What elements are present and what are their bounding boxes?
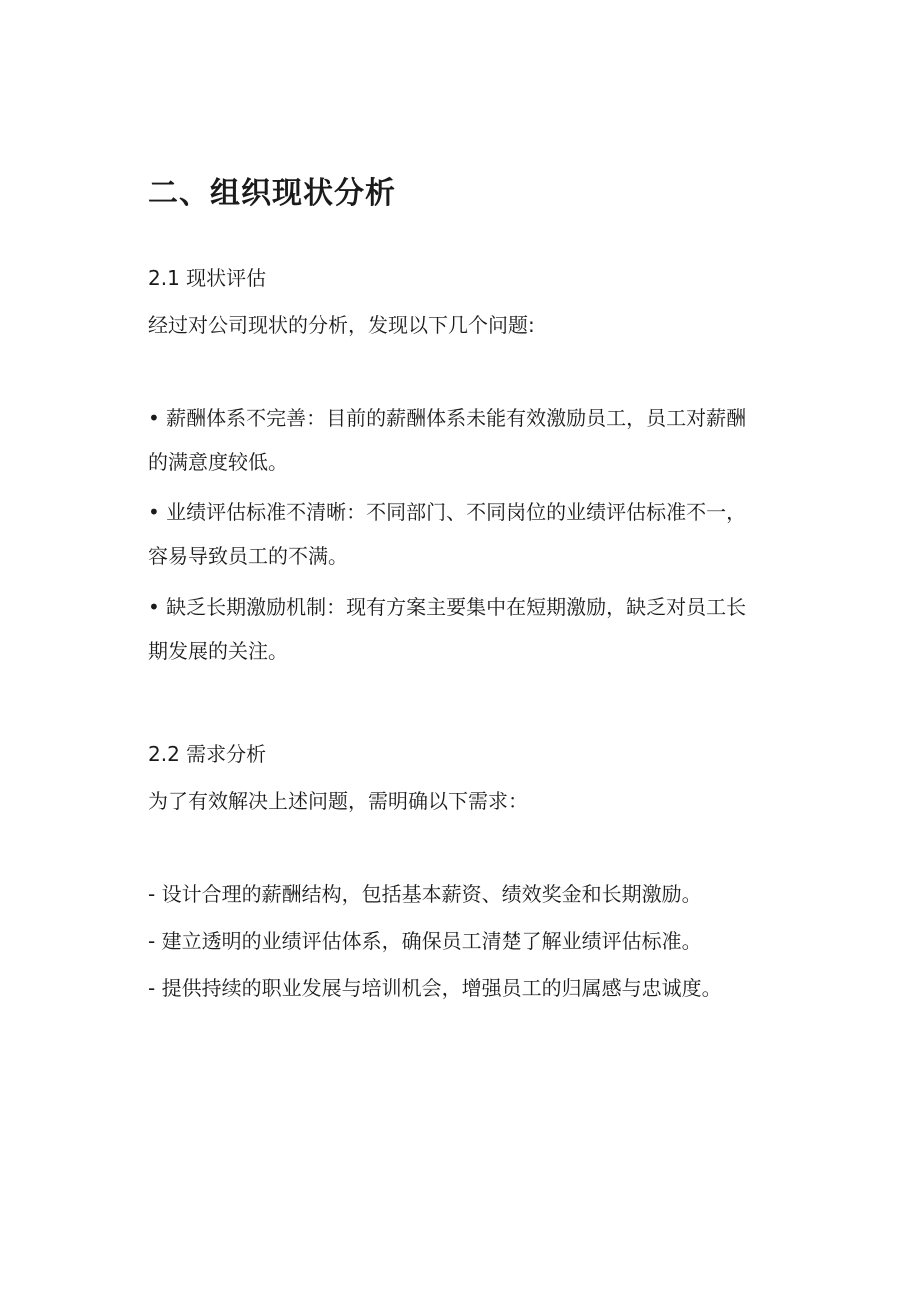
bullet-item-text: 薪酬体系不完善：目前的薪酬体系未能有效激励员工，员工对薪酬 bbox=[166, 406, 747, 430]
bullet-item-line-continued: 期发展的关注。 bbox=[148, 639, 288, 663]
dash-marker: - bbox=[148, 976, 156, 1000]
dash-marker: - bbox=[148, 929, 156, 953]
bullet-marker: • bbox=[148, 500, 160, 524]
bullet-item-text: 缺乏长期激励机制：现有方案主要集中在短期激励，缺乏对员工长 bbox=[166, 595, 747, 619]
bullet-item-line-continued: 的满意度较低。 bbox=[148, 450, 288, 474]
subsection-heading-2-2: 2.2 需求分析 bbox=[148, 742, 267, 766]
bullet-item-1 bbox=[148, 396, 808, 484]
bullet-item-line bbox=[148, 396, 808, 440]
bullet-item-line bbox=[148, 490, 808, 534]
dash-item-text: 设计合理的薪酬结构，包括基本薪资、绩效奖金和长期激励。 bbox=[161, 882, 702, 906]
dash-item-text: 提供持续的职业发展与培训机会，增强员工的归属感与忠诚度。 bbox=[161, 976, 722, 1000]
intro-paragraph-2-2: 为了有效解决上述问题，需明确以下需求： bbox=[148, 789, 528, 813]
intro-paragraph-2-1: 经过对公司现状的分析，发现以下几个问题: bbox=[148, 313, 535, 337]
dash-item-1 bbox=[148, 872, 848, 916]
dash-marker: - bbox=[148, 882, 156, 906]
subsection-heading-2-1: 2.1 现状评估 bbox=[148, 266, 267, 290]
bullet-item-line-continued: 容易导致员工的不满。 bbox=[148, 544, 348, 568]
bullet-item-2 bbox=[148, 490, 808, 578]
dash-item-3 bbox=[148, 966, 848, 1010]
section-title: 二、组织现状分析 bbox=[148, 176, 396, 211]
bullet-item-line bbox=[148, 585, 808, 629]
dash-item-2 bbox=[148, 919, 848, 963]
bullet-item-text: 业绩评估标准不清晰：不同部门、不同岗位的业绩评估标准不一， bbox=[166, 500, 747, 524]
bullet-marker: • bbox=[148, 595, 160, 619]
bullet-marker: • bbox=[148, 406, 160, 430]
bullet-item-3 bbox=[148, 585, 808, 673]
dash-item-text: 建立透明的业绩评估体系，确保员工清楚了解业绩评估标准。 bbox=[161, 929, 702, 953]
